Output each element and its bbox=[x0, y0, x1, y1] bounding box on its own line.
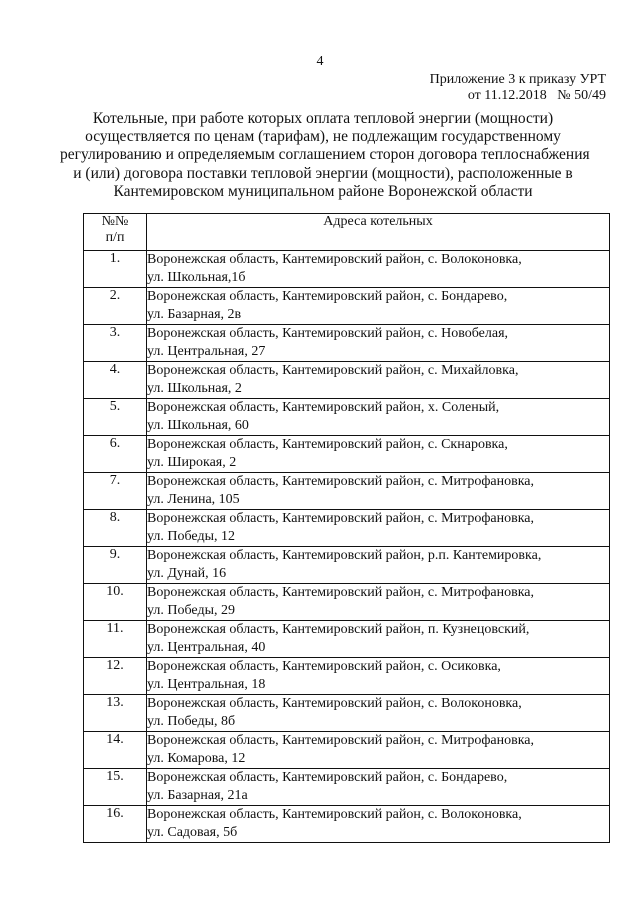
row-number: 8. bbox=[84, 510, 147, 547]
boiler-address bbox=[147, 732, 610, 769]
table-row bbox=[84, 769, 610, 806]
row-number: 15. bbox=[84, 769, 147, 806]
table-row bbox=[84, 658, 610, 695]
address-line-street: ул. Победы, 12 bbox=[147, 529, 235, 544]
row-number: 13. bbox=[84, 695, 147, 732]
table-row bbox=[84, 251, 610, 288]
address-line-region: Воронежская область, Кантемировский район, с. Бондарево, bbox=[147, 289, 508, 304]
row-number: 4. bbox=[84, 362, 147, 399]
address-line-street: ул. Дунай, 16 bbox=[147, 566, 227, 581]
boiler-address bbox=[147, 584, 610, 621]
title-line: и (или) договора поставки тепловой энергии (мощности), расположенные в bbox=[73, 164, 573, 182]
boiler-address bbox=[147, 436, 610, 473]
address-line-region: Воронежская область, Кантемировский район, с. Митрофановка, bbox=[147, 733, 535, 748]
table-row bbox=[84, 436, 610, 473]
table-row bbox=[84, 695, 610, 732]
column-header-number bbox=[84, 214, 147, 251]
title-line: Кантемировском муниципальном районе Воронежской области bbox=[113, 182, 533, 200]
table-row bbox=[84, 621, 610, 658]
address-line-region: Воронежская область, Кантемировский район, с. Волоконовка, bbox=[147, 807, 522, 822]
address-line-region: Воронежская область, Кантемировский район, с. Бондарево, bbox=[147, 770, 508, 785]
address-line-region: Воронежская область, Кантемировский район, с. Новобелая, bbox=[147, 326, 509, 341]
address-line-street: ул. Победы, 8б bbox=[147, 714, 236, 729]
address-line-region: Воронежская область, Кантемировский район, п. Кузнецовский, bbox=[147, 622, 530, 637]
boiler-address bbox=[147, 251, 610, 288]
boiler-address bbox=[147, 473, 610, 510]
address-line-street: ул. Центральная, 18 bbox=[147, 677, 266, 692]
boiler-address bbox=[147, 325, 610, 362]
table-row bbox=[84, 399, 610, 436]
row-number: 11. bbox=[84, 621, 147, 658]
row-number: 14. bbox=[84, 732, 147, 769]
boiler-address bbox=[147, 399, 610, 436]
boiler-address bbox=[147, 806, 610, 843]
table-row bbox=[84, 473, 610, 510]
boiler-address bbox=[147, 510, 610, 547]
address-line-region: Воронежская область, Кантемировский район, с. Митрофановка, bbox=[147, 511, 535, 526]
table-row bbox=[84, 584, 610, 621]
row-number: 3. bbox=[84, 325, 147, 362]
row-number: 5. bbox=[84, 399, 147, 436]
boiler-address bbox=[147, 695, 610, 732]
boiler-address bbox=[147, 769, 610, 806]
boiler-addresses-table bbox=[83, 213, 610, 843]
address-line-region: Воронежская область, Кантемировский район, с. Митрофановка, bbox=[147, 474, 535, 489]
title-line: Котельные, при работе которых оплата тепловой энергии (мощности) bbox=[92, 110, 554, 127]
address-line-street: ул. Комарова, 12 bbox=[147, 751, 246, 766]
address-line-street: ул. Базарная, 2в bbox=[147, 307, 242, 322]
address-line-region: Воронежская область, Кантемировский район, с. Волоконовка, bbox=[147, 696, 522, 711]
address-line-street: ул. Садовая, 5б bbox=[147, 825, 238, 840]
address-line-street: ул. Школьная,1б bbox=[147, 270, 246, 285]
row-number: 7. bbox=[84, 473, 147, 510]
column-header-address: Адреса котельных bbox=[147, 214, 610, 251]
appendix-line: Приложение 3 к приказу УРТ bbox=[429, 72, 606, 87]
address-line-region: Воронежская область, Кантемировский район, с. Осиковка, bbox=[147, 659, 501, 674]
address-line-street: ул. Школьная, 2 bbox=[147, 381, 242, 396]
boiler-address bbox=[147, 658, 610, 695]
row-number: 9. bbox=[84, 547, 147, 584]
table-row bbox=[84, 325, 610, 362]
address-line-street: ул. Победы, 29 bbox=[147, 603, 235, 618]
appendix-reference bbox=[430, 72, 606, 104]
column-header-number-line: №№ bbox=[101, 214, 129, 229]
address-line-region: Воронежская область, Кантемировский район, с. Митрофановка, bbox=[147, 585, 535, 600]
row-number: 12. bbox=[84, 658, 147, 695]
row-number: 6. bbox=[84, 436, 147, 473]
table-header-row bbox=[84, 214, 610, 251]
table-body bbox=[84, 251, 610, 843]
table-row bbox=[84, 510, 610, 547]
address-line-street: ул. Ленина, 105 bbox=[147, 492, 240, 507]
boiler-address bbox=[147, 547, 610, 584]
title-line: осуществляется по ценам (тарифам), не подлежащим государственному bbox=[85, 128, 561, 146]
table-row bbox=[84, 547, 610, 584]
document-title bbox=[60, 110, 590, 201]
address-line-region: Воронежская область, Кантемировский район, х. Соленый, bbox=[147, 400, 500, 415]
row-number: 2. bbox=[84, 288, 147, 325]
table-row bbox=[84, 362, 610, 399]
row-number: 1. bbox=[84, 251, 147, 288]
address-line-street: ул. Центральная, 40 bbox=[147, 640, 266, 655]
boiler-address bbox=[147, 362, 610, 399]
page-number: 4 bbox=[316, 54, 324, 69]
row-number: 16. bbox=[84, 806, 147, 843]
row-number: 10. bbox=[84, 584, 147, 621]
address-line-region: Воронежская область, Кантемировский район, с. Волоконовка, bbox=[147, 252, 522, 267]
address-line-street: ул. Широкая, 2 bbox=[147, 455, 237, 470]
address-line-region: Воронежская область, Кантемировский район, с. Михайловка, bbox=[147, 363, 519, 378]
column-header-number-line: п/п bbox=[105, 230, 125, 245]
table-row bbox=[84, 288, 610, 325]
address-line-region: Воронежская область, Кантемировский район, с. Скнаровка, bbox=[147, 437, 508, 452]
boiler-address bbox=[147, 621, 610, 658]
address-line-street: ул. Базарная, 21а bbox=[147, 788, 248, 803]
appendix-date-line: от 11.12.2018 № 50/49 bbox=[467, 88, 606, 103]
address-line-street: ул. Центральная, 27 bbox=[147, 344, 266, 359]
table-row bbox=[84, 732, 610, 769]
boiler-address bbox=[147, 288, 610, 325]
address-line-region: Воронежская область, Кантемировский район, р.п. Кантемировка, bbox=[147, 548, 542, 563]
table-row bbox=[84, 806, 610, 843]
address-line-street: ул. Школьная, 60 bbox=[147, 418, 249, 433]
title-line: регулированию и определяемым соглашением сторон договора теплоснабжения bbox=[60, 146, 590, 164]
